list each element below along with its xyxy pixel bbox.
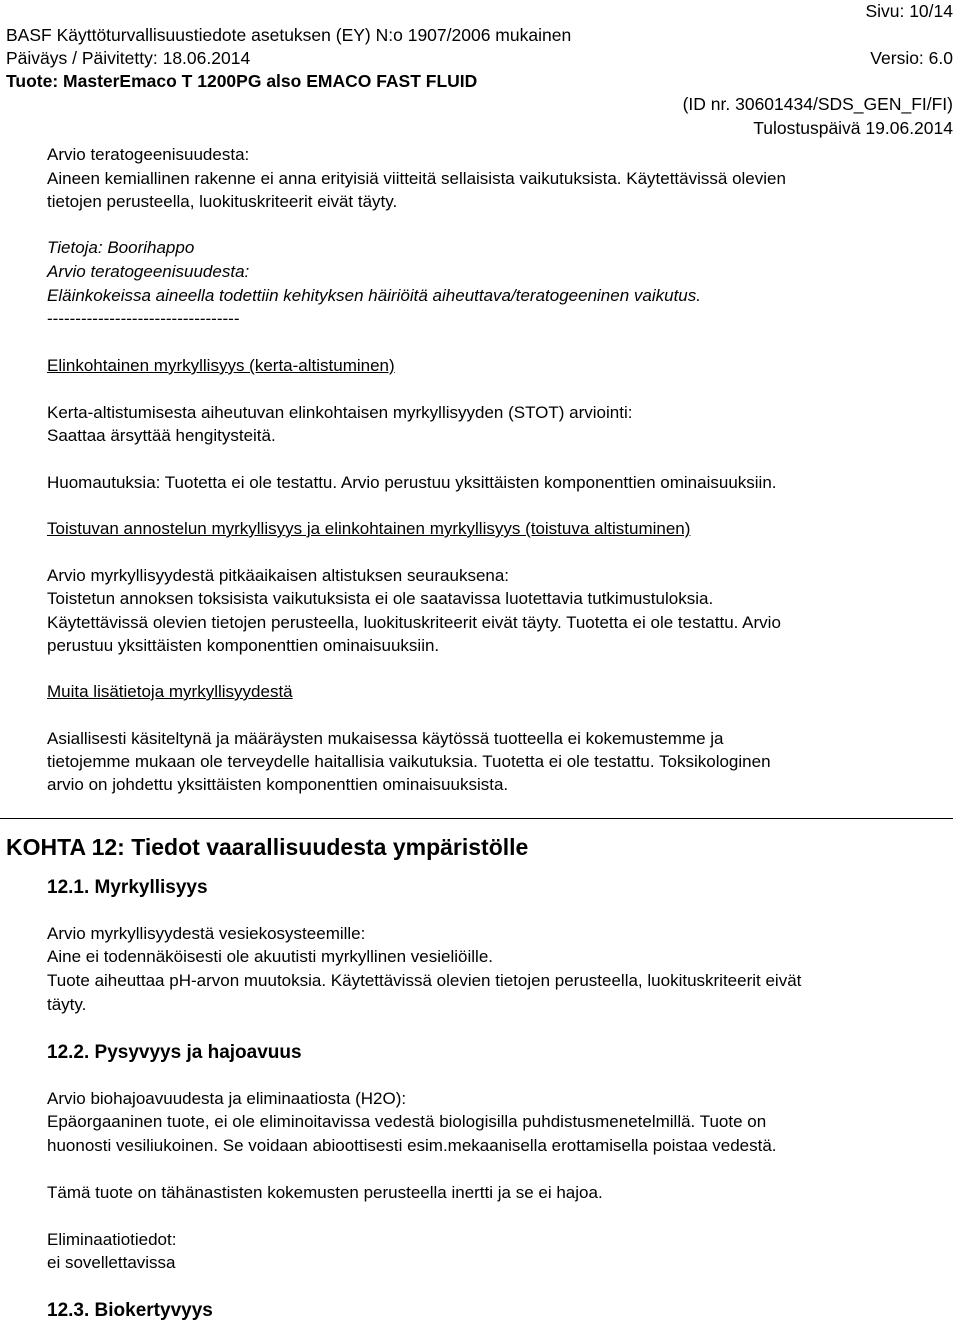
biodegradation-label: Arvio biohajoavuudesta ja eliminaatiosta (H2O): (47, 1089, 407, 1108)
stot-re-text-2: Käytettävissä olevien tietojen perusteella, luokituskriteerit eivät täyty. Tuotetta ei ole testattu. Arvio (47, 613, 781, 632)
biodegradation-text-2: huonosti vesiliukoinen. Se voidaan abioottisesti esim.mekaanisella erottamisella poistaa vedestä. (47, 1136, 777, 1155)
stot-se-note: Huomautuksia: Tuotetta ei ole testattu. Arvio perustuu yksittäisten komponenttien ominaisuuksiin. (47, 473, 777, 492)
version: Versio: 6.0 (870, 48, 953, 68)
separator-dashes: ---------------------------------- (47, 309, 240, 328)
other-toxicity-text-1: Asiallisesti käsiteltynä ja määräysten mukaisessa käytössä tuotteella ei kokemustemme ja (47, 729, 724, 748)
page-number: Sivu: 10/14 (865, 1, 953, 21)
boric-acid-label: Arvio teratogeenisuudesta: (47, 262, 250, 281)
teratogenicity-text-1: Aineen kemiallinen rakenne ei anna erityisiä viitteitä sellaisista vaikutuksista. Käytettävissä olevien (47, 169, 786, 188)
biodegradation-text-1: Epäorgaaninen tuote, ei ole eliminoitavissa vedestä biologisilla puhdistusmenetelmillä. Tuote on (47, 1112, 767, 1131)
section-12-2-title: 12.2. Pysyvyys ja hajoavuus (47, 1042, 302, 1063)
aquatic-toxicity-text-1: Aine ei todennäköisesti ole akuutisti myrkyllinen vesieliöille. (47, 947, 494, 966)
boric-acid-info: Tietoja: Boorihappo (47, 238, 195, 257)
revision-date: Päiväys / Päivitetty: 18.06.2014 (6, 48, 251, 68)
aquatic-toxicity-label: Arvio myrkyllisyydestä vesiekosysteemille: (47, 924, 366, 943)
aquatic-toxicity-text-2: Tuote aiheuttaa pH-arvon muutoksia. Käytettävissä olevien tietojen perusteella, luokituskriteerit eivät (47, 971, 802, 990)
stot-se-label: Kerta-altistumisesta aiheutuvan elinkohtaisen myrkyllisyyden (STOT) arviointi: (47, 403, 633, 422)
stot-re-label: Arvio myrkyllisyydestä pitkäaikaisen altistuksen seurauksena: (47, 566, 510, 585)
stot-se-heading: Elinkohtainen myrkyllisyys (kerta-altistuminen) (47, 356, 395, 375)
stot-re-text-1: Toistetun annoksen toksisista vaikutuksista ei ole saatavissa luotettavia tutkimustuloksia. (47, 589, 714, 608)
print-date: Tulostuspäivä 19.06.2014 (753, 118, 953, 138)
section-12-title: KOHTA 12: Tiedot vaarallisuudesta ympäristölle (6, 834, 529, 860)
stot-se-text: Saattaa ärsyttää hengitysteitä. (47, 426, 276, 445)
teratogenicity-label: Arvio teratogeenisuudesta: (47, 145, 250, 164)
elimination-label: Eliminaatiotiedot: (47, 1230, 177, 1249)
biodegradation-note: Tämä tuote on tähänastisten kokemusten perusteella inertti ja se ei hajoa. (47, 1183, 603, 1202)
elimination-value: ei sovellettavissa (47, 1253, 176, 1272)
section-divider (0, 818, 953, 819)
section-12-3-title: 12.3. Biokertyvyys (47, 1300, 213, 1321)
product-name: Tuote: MasterEmaco T 1200PG also EMACO FAST FLUID (6, 71, 478, 91)
section-12-1-title: 12.1. Myrkyllisyys (47, 877, 208, 898)
teratogenicity-text-2: tietojen perusteella, luokituskriteerit eivät täyty. (47, 192, 398, 211)
other-toxicity-text-3: arvio on johdettu yksittäisten komponenttien ominaisuuksista. (47, 775, 509, 794)
stot-re-text-3: perustuu yksittäisten komponenttien ominaisuuksiin. (47, 636, 440, 655)
other-toxicity-text-2: tietojemme mukaan ole terveydelle haitallisia vaikutuksia. Tuotetta ei ole testattu. Toksikologinen (47, 752, 771, 771)
boric-acid-text: Eläinkokeissa aineella todettiin kehityksen häiriöitä aiheuttava/teratogeeninen vaikutus. (47, 286, 701, 305)
aquatic-toxicity-text-3: täyty. (47, 995, 87, 1014)
document-id: (ID nr. 30601434/SDS_GEN_FI/FI) (682, 94, 953, 114)
other-toxicity-heading: Muita lisätietoja myrkyllisyydestä (47, 682, 293, 701)
regulation-title: BASF Käyttöturvallisuustiedote asetuksen (EY) N:o 1907/2006 mukainen (6, 25, 572, 45)
stot-re-heading: Toistuvan annostelun myrkyllisyys ja elinkohtainen myrkyllisyys (toistuva altistuminen) (47, 519, 691, 538)
